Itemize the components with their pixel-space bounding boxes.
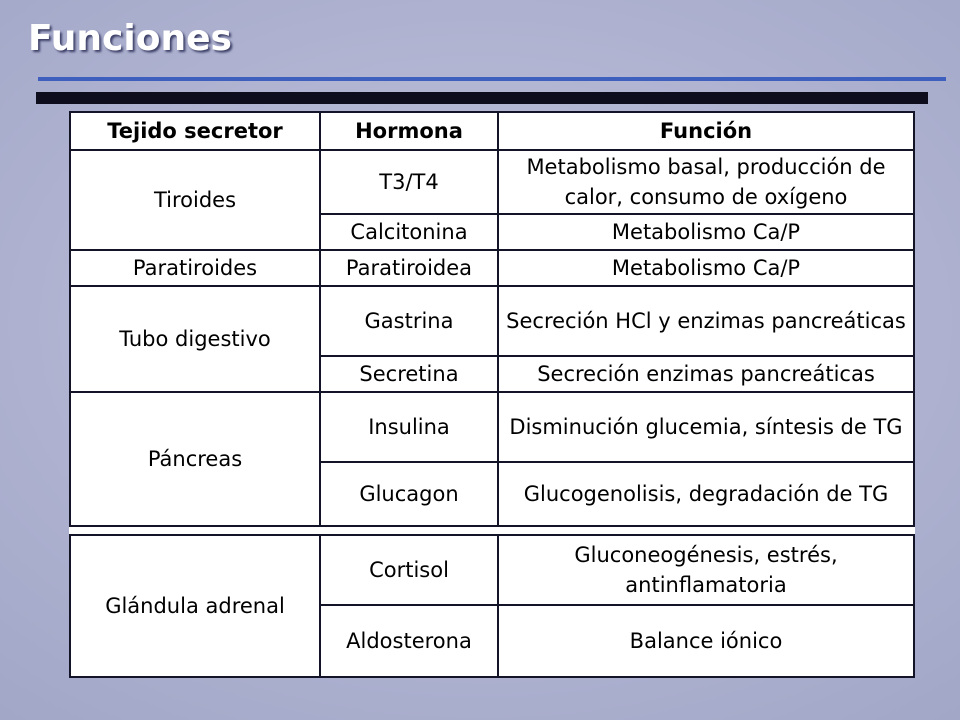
- hormona-cell: Paratiroidea: [320, 250, 498, 286]
- table-row: [70, 392, 914, 462]
- table-row: [70, 286, 914, 356]
- hormona-cell: Glucagon: [320, 462, 498, 526]
- hormona-cell: T3/T4: [320, 150, 498, 214]
- tejido-cell-paratiroides: Paratiroides: [70, 250, 320, 286]
- table-gap: [70, 526, 914, 535]
- slide-title: Funciones: [28, 18, 232, 59]
- funcion-cell: Metabolismo Ca/P: [498, 250, 914, 286]
- funcion-cell: Metabolismo basal, producción de calor, consumo de oxígeno: [498, 150, 914, 214]
- tejido-cell-pancreas: Páncreas: [70, 392, 320, 526]
- table-row: [70, 535, 914, 605]
- tejido-cell-tubo-digestivo: Tubo digestivo: [70, 286, 320, 392]
- funcion-cell: Balance iónico: [498, 605, 914, 677]
- hormona-cell: Insulina: [320, 392, 498, 462]
- hormona-cell: Cortisol: [320, 535, 498, 605]
- table-header-row: [70, 112, 914, 150]
- tejido-cell-tiroides: Tiroides: [70, 150, 320, 250]
- title-underline-thick: [36, 92, 928, 104]
- header-tejido-secretor: Tejido secretor: [70, 112, 320, 150]
- hormone-function-table: [69, 111, 915, 678]
- funcion-cell: Disminución glucemia, síntesis de TG: [498, 392, 914, 462]
- funcion-cell: Secreción HCl y enzimas pancreáticas: [498, 286, 914, 356]
- funcion-cell: Secreción enzimas pancreáticas: [498, 356, 914, 392]
- funcion-cell: Gluconeogénesis, estrés, antinflamatoria: [498, 535, 914, 605]
- funcion-cell: Metabolismo Ca/P: [498, 214, 914, 250]
- header-hormona: Hormona: [320, 112, 498, 150]
- table-row: [70, 250, 914, 286]
- hormona-cell: Aldosterona: [320, 605, 498, 677]
- hormona-cell: Gastrina: [320, 286, 498, 356]
- hormona-cell: Calcitonina: [320, 214, 498, 250]
- tejido-cell-glandula-adrenal: Glándula adrenal: [70, 535, 320, 677]
- table-row: [70, 150, 914, 214]
- hormona-cell: Secretina: [320, 356, 498, 392]
- funcion-cell: Glucogenolisis, degradación de TG: [498, 462, 914, 526]
- title-underline-thin: [38, 77, 946, 81]
- table-gap-cell: [70, 526, 914, 535]
- header-funcion: Función: [498, 112, 914, 150]
